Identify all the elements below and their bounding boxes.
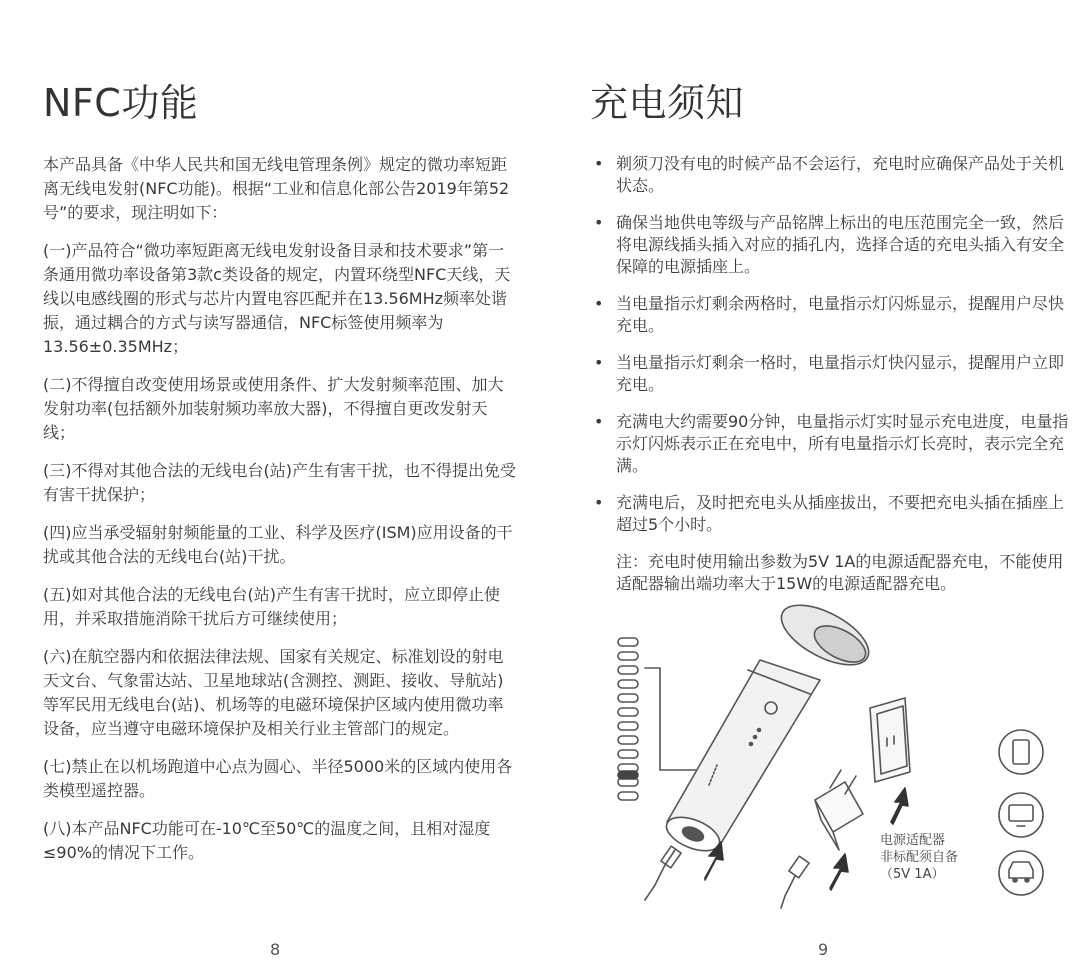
bullet-text: 当电量指示灯剩余两格时，电量指示灯闪烁显示，提醒用户尽快充电。 xyxy=(616,294,1065,335)
bullet-icon: • xyxy=(594,154,604,173)
adapter-label-line: （5V 1A） xyxy=(880,867,945,882)
bullet-text: 确保当地供电等级与产品铭牌上标出的电压范围完全一致，然后将电源线插头插入对应的插孔内，选择合适的充电头插入有安全保障的电源插座上。 xyxy=(616,213,1065,276)
left-page xyxy=(43,0,523,980)
bullet-text: 当电量指示灯剩余一格时，电量指示灯快闪显示，提醒用户立即充电。 xyxy=(616,353,1065,394)
car-icon xyxy=(999,851,1043,895)
nfc-body xyxy=(43,153,519,879)
adapter-label xyxy=(880,832,958,883)
charging-illustration xyxy=(605,600,1070,920)
charging-bullet xyxy=(590,293,1070,337)
page-number-left: 8 xyxy=(270,940,281,959)
bullet-icon: • xyxy=(594,353,604,372)
adapter-label-line: 电源适配器 xyxy=(880,833,946,848)
bullet-text: 剃须刀没有电的时候产品不会运行，充电时应确保产品处于关机状态。 xyxy=(616,154,1065,195)
arrow-icon xyxy=(891,788,908,824)
nfc-paragraph: 本产品具备《中华人民共和国无线电管理条例》规定的微功率短距离无线电发射(NFC功能)。根据“工业和信息化部公告2019年第52号”的要求，现注明如下： xyxy=(43,155,510,222)
nfc-paragraph: (三)不得对其他合法的无线电台(站)产生有害干扰，也不得提出免受有害干扰保护； xyxy=(43,461,516,504)
charging-bullet xyxy=(590,492,1070,536)
wall-socket-icon xyxy=(870,698,910,782)
adapter-label-line: 非标配须自备 xyxy=(880,850,959,865)
nfc-paragraph: (六)在航空器内和依据法律法规、国家有关规定、标准划设的射电天文台、气象雷达站、卫星地球站(含测控、测距、接收、导航站)等军民用无线电台(站)、机场等的电磁环境保护区域内使用微功率设备，应当遵守电磁环境保护及相关行业主管部门的规定。 xyxy=(43,647,504,738)
bullet-icon: • xyxy=(594,294,604,313)
nfc-title: NFC功能 xyxy=(43,81,199,125)
bullet-icon: • xyxy=(594,493,604,512)
page-number-right: 9 xyxy=(818,940,829,959)
computer-icon xyxy=(999,793,1043,837)
nfc-paragraph: (一)产品符合“微功率短距离无线电发射设备目录和技术要求”第一条通用微功率设备第3款c类设备的规定，内置环绕型NFC天线，天线以电感线圈的形式与芯片内置电容匹配并在13.56MHz频率处谐振，通过耦合的方式与读写器通信，NFC标签使用频率为13.56±0.35MHz； xyxy=(43,241,511,356)
nfc-paragraph: (四)应当承受辐射射频能量的工业、科学及医疗(ISM)应用设备的干扰或其他合法的无线电台(站)干扰。 xyxy=(43,523,513,566)
nfc-paragraph: (八)本产品NFC功能可在-10℃至50℃的温度之间，且相对湿度≤90%的情况下工作。 xyxy=(43,819,491,862)
nfc-paragraph: (五)如对其他合法的无线电台(站)产生有害干扰时，应立即停止使用，并采取措施消除干扰后方可继续使用； xyxy=(43,585,500,628)
power-adapter-icon xyxy=(815,770,863,850)
usb-cable-icon xyxy=(645,846,681,900)
charging-bullet xyxy=(590,212,1070,278)
usb-cable-icon xyxy=(781,856,809,908)
charging-bullet xyxy=(590,352,1070,396)
charging-note: 注：充电时使用输出参数为5V 1A的电源适配器充电，不能使用适配器输出端功率大于15W的电源适配器充电。 xyxy=(616,552,1064,593)
charging-title: 充电须知 xyxy=(590,81,745,125)
phone-icon xyxy=(999,730,1043,774)
nfc-paragraph: (七)禁止在以机场跑道中心点为圆心、半径5000米的区域内使用各类模型遥控器。 xyxy=(43,757,513,800)
bullet-text: 充满电后，及时把充电头从插座拔出，不要把充电头插在插座上超过5个小时。 xyxy=(616,493,1065,534)
charging-bullet xyxy=(590,411,1070,477)
charging-body xyxy=(590,153,1070,595)
arrow-icon xyxy=(830,854,848,890)
nfc-paragraph: (二)不得擅自改变使用场景或使用条件、扩大发射频率范围、加大发射功率(包括额外加装射频功率放大器)，不得擅自更改发射天线； xyxy=(43,375,504,442)
charging-bullet xyxy=(590,153,1070,197)
bullet-icon: • xyxy=(594,412,604,431)
bullet-icon: • xyxy=(594,213,604,232)
bullet-text: 充满电大约需要90分钟，电量指示灯实时显示充电进度，电量指示灯闪烁表示正在充电中，所有电量指示灯长亮时，表示完全充满。 xyxy=(616,412,1069,475)
